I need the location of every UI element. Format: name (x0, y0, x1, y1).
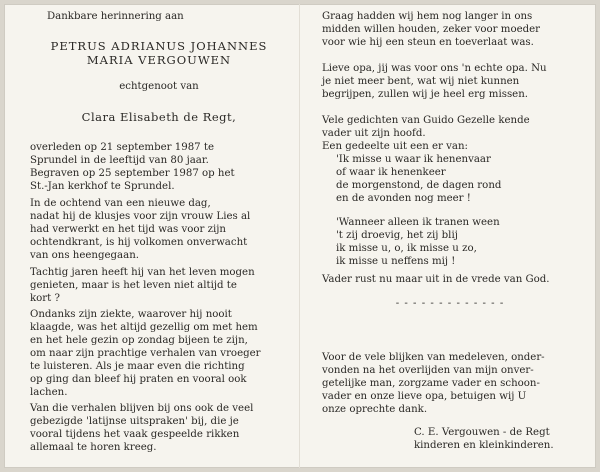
spouse-of-label: echtgenoot van (119, 81, 199, 92)
poem-line: en de avonden nog meer ! (336, 193, 471, 204)
text-line: Tachtig jaren heeft hij van het leven mogen (30, 267, 255, 278)
poem-line: ik misse u, o, ik misse u zo, (336, 243, 477, 254)
text-line: vooral tijdens het vaak gespeelde rikken (30, 429, 240, 440)
text-line: begrijpen, zullen wij je heel erg missen. (322, 89, 528, 100)
text-line: onze oprechte dank. (322, 404, 428, 415)
name-line-2: MARIA VERGOUWEN (86, 53, 232, 67)
text-line: Een gedeelte uit een er van: (322, 141, 468, 152)
text-line: gebezigde 'latijnse uitspraken' bij, die je (30, 416, 239, 427)
spouse-name: Clara Elisabeth de Regt, (81, 110, 237, 124)
paragraph-morning (30, 197, 288, 262)
text-line: Van die verhalen blijven bij ons ook de veel (30, 403, 254, 414)
buried-line-1: Begraven op 25 september 1987 op het (30, 168, 235, 179)
text-line: lachen. (30, 387, 68, 398)
intro-text: Dankbare herinnering aan (47, 11, 184, 22)
poem-line: 'Wanneer alleen ik tranen ween (336, 217, 500, 228)
paragraph-grandpa (322, 62, 578, 101)
text-line: vader en onze lieve opa, betuigen wij U (322, 391, 527, 402)
paragraph-gezelle (322, 114, 578, 153)
text-line: Ondanks zijn ziekte, waarover hij nooit (30, 309, 232, 320)
paragraph-thanks (322, 351, 578, 416)
text-line: vader uit zijn hoofd. (322, 128, 426, 139)
card-fold (299, 4, 300, 468)
text-line: Graag hadden wij hem nog langer in ons (322, 11, 533, 22)
deceased-name (30, 39, 288, 67)
poem-stanza-1 (322, 153, 578, 205)
text-line: van ons heengegaan. (30, 250, 139, 261)
poem-line: 'Ik misse u waar ik henenvaar (336, 154, 491, 165)
text-line: Lieve opa, jij was voor ons 'n echte opa. Nu (322, 63, 547, 74)
text-line: allemaal te horen kreeg. (30, 442, 157, 453)
buried-line-2: St.-Jan kerkhof te Sprundel. (30, 181, 175, 192)
died-line-1: overleden op 21 september 1987 te (30, 142, 215, 153)
paragraph-mother (322, 10, 578, 49)
paragraph-illness (30, 308, 288, 399)
closing-line: Vader rust nu maar uit in de vrede van God. (322, 274, 550, 285)
separator: - - - - - - - - - - - - - (395, 298, 505, 309)
text-line: voor wie hij een steun en toeverlaat was. (322, 37, 534, 48)
signature (414, 426, 578, 452)
text-line: Vele gedichten van Guido Gezelle kende (322, 115, 530, 126)
name-line-1: PETRUS ADRIANUS JOHANNES (50, 39, 268, 53)
text-line: midden willen houden, zeker voor moeder (322, 24, 541, 35)
death-info (30, 141, 288, 193)
poem-stanza-2 (322, 216, 578, 268)
text-line: genieten, maar is het leven niet altijd te (30, 280, 237, 291)
poem-line: ik misse u neffens mij ! (336, 256, 456, 267)
signature-line-2: kinderen en kleinkinderen. (414, 440, 554, 451)
died-line-2: Sprundel in de leeftijd van 80 jaar. (30, 155, 209, 166)
text-line: nadat hij de klusjes voor zijn vrouw Lies al (30, 211, 251, 222)
text-line: getelijke man, zorgzame vader en schoon- (322, 378, 540, 389)
poem-line: de morgenstond, de dagen rond (336, 180, 502, 191)
signature-line-1: C. E. Vergouwen - de Regt (414, 427, 550, 438)
text-line: kort ? (30, 293, 60, 304)
text-line: In de ochtend van een nieuwe dag, (30, 198, 211, 209)
text-line: had verwerkt en het tijd was voor zijn (30, 224, 226, 235)
poem-line: 't zij droevig, het zij blij (336, 230, 458, 241)
text-line: om naar zijn prachtige verhalen van vroeger (30, 348, 261, 359)
text-line: vonden na het overlijden van mijn onver- (322, 365, 534, 376)
text-line: te luisteren. Als je maar even die richting (30, 361, 245, 372)
text-line: en het hele gezin op zondag bijeen te zijn, (30, 335, 248, 346)
paragraph-stories (30, 402, 288, 454)
text-line: Voor de vele blijken van medeleven, onder- (322, 352, 545, 363)
paragraph-eighty-years (30, 266, 288, 305)
text-line: op ging dan bleef hij praten en vooral ook (30, 374, 247, 385)
text-line: klaagde, was het altijd gezellig om met hem (30, 322, 258, 333)
text-line: je niet meer bent, wat wij niet kunnen (322, 76, 520, 87)
text-line: ochtendkrant, is hij volkomen onverwacht (30, 237, 248, 248)
poem-line: of waar ik henenkeer (336, 167, 446, 178)
